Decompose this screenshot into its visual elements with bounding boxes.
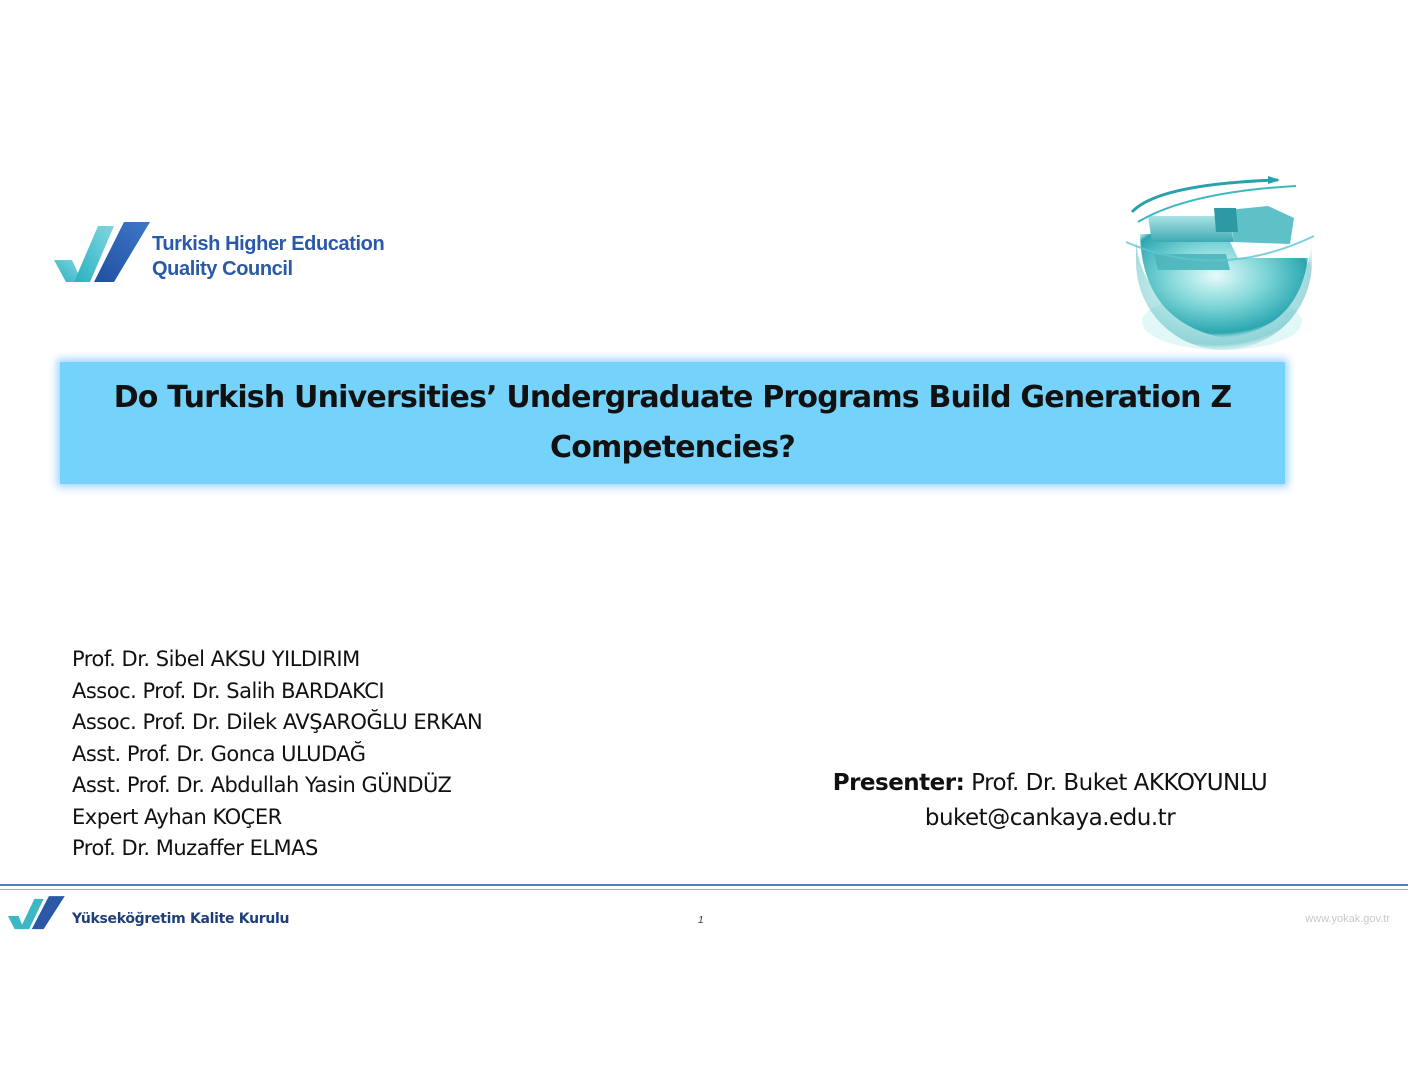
author-list bbox=[72, 644, 482, 865]
author-item: Assoc. Prof. Dr. Dilek AVŞAROĞLU ERKAN bbox=[72, 710, 483, 734]
logo-line-1: Turkish Higher Education bbox=[152, 233, 385, 255]
presenter-block bbox=[790, 766, 1310, 836]
council-logo bbox=[54, 220, 414, 290]
footer-divider-thin bbox=[0, 889, 1408, 890]
presenter-email[interactable]: buket@cankaya.edu.tr bbox=[924, 805, 1176, 831]
author-item: Asst. Prof. Dr. Abdullah Yasin GÜNDÜZ bbox=[72, 773, 452, 797]
footer-logo-mark-icon bbox=[8, 896, 74, 932]
author-item: Expert Ayhan KOÇER bbox=[72, 804, 282, 829]
footer-url[interactable]: www.yokak.gov.tr bbox=[1305, 913, 1390, 925]
footer-org-name: Yükseköğretim Kalite Kurulu bbox=[72, 911, 290, 927]
author-item: Prof. Dr. Muzaffer ELMAS bbox=[72, 836, 318, 860]
presenter-label: Presenter: bbox=[832, 770, 965, 796]
logo-line-2: Quality Council bbox=[152, 258, 293, 280]
presenter-name: Prof. Dr. Buket AKKOYUNLU bbox=[964, 770, 1268, 796]
council-logo-mark-icon bbox=[54, 222, 154, 286]
page-number: 1 bbox=[698, 915, 704, 926]
pie-globe-icon bbox=[1118, 172, 1334, 360]
author-item: Asst. Prof. Dr. Gonca ULUDAĞ bbox=[72, 741, 366, 766]
presentation-title: Do Turkish Universities’ Undergraduate Programs Build Generation Z Competencies? bbox=[113, 380, 1232, 465]
presenter-line bbox=[790, 766, 1310, 801]
title-banner bbox=[60, 362, 1285, 484]
author-item: Prof. Dr. Sibel AKSU YILDIRIM bbox=[72, 647, 360, 671]
author-item: Assoc. Prof. Dr. Salih BARDAKCI bbox=[72, 678, 385, 703]
footer-divider bbox=[0, 884, 1408, 886]
